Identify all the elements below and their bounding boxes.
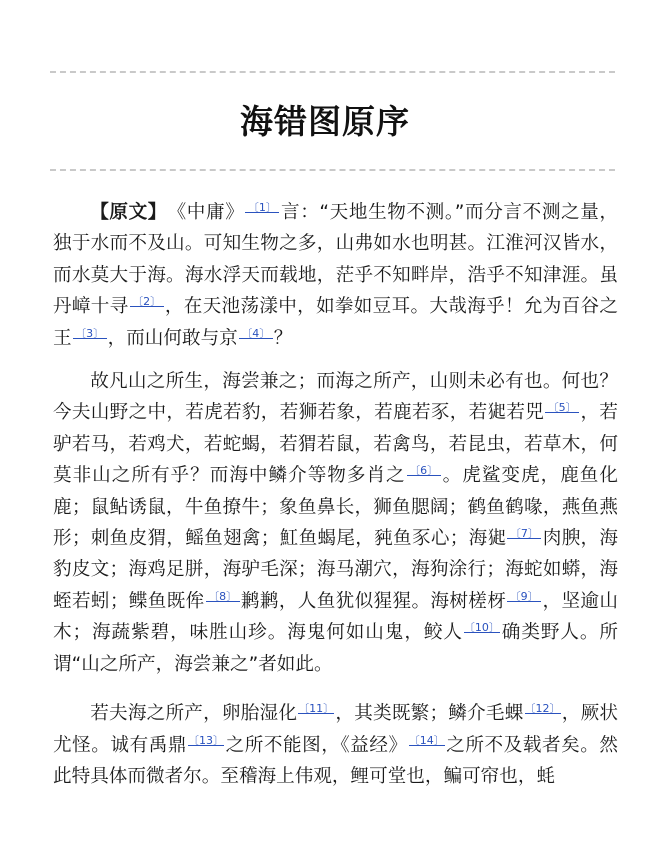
text-run: 之所不能图，《益经》 [225,734,408,756]
footnote-link[interactable]: 〔4〕 [239,334,273,339]
text-run: 若夫海之所产，卵胎湿化 [90,703,298,725]
text-run: 确类野人。所谓“山之所产，海尝兼之”者如此。 [53,622,618,675]
footnote-link[interactable]: 〔1〕 [245,208,279,213]
paragraph-1 [53,197,618,354]
footnote-link[interactable]: 〔13〕 [188,733,225,747]
footnote-link[interactable]: 〔9〕 [507,597,541,602]
text-run: ，而山何敢与京 [107,327,238,349]
text-run: 故凡山之所生，海尝兼之；而海之所产，山则未必有也。何也？今夫山野之中，若虎若豹，若狮若象，若鹿若豕，若𤠳若兕 [53,371,618,424]
footnote-link[interactable]: 〔10〕 [463,621,500,635]
footnote-link[interactable]: 〔8〕 [206,597,240,602]
footnote-link[interactable]: 〔6〕 [407,471,441,476]
text-run: ，坚逾山木；海蔬紫碧，味胜山珍。海鬼何如山鬼，鲛人 [53,590,618,644]
paragraph-2 [53,366,618,680]
text-run: ，在天池荡漾中，如拳如豆耳。大哉海乎！允为百谷之王 [53,296,618,349]
top-divider [50,71,615,73]
bottom-divider [50,169,615,171]
footnote-link[interactable]: 〔12〕 [524,702,561,716]
footnote-link[interactable]: 〔7〕 [507,534,541,539]
document-body [53,197,618,792]
footnote-link[interactable]: 〔3〕 [73,334,107,339]
text-run: ，其类既繁；鳞介毛蜾 [335,703,524,725]
text-run: 鹣鹣，人鱼犹似猩猩。海树槎枒 [240,590,507,612]
footnote-link[interactable]: 〔2〕 [130,302,164,307]
text-run: ，厥状尤怪。诚有禹鼎 [53,703,618,756]
paragraph-3 [53,698,618,792]
text-run: 肉腴，海豹皮文；海鸡足胼，海驴毛深；海马潮穴，海狗涂行；海蛇如蟒，海蛭若蚓；鲽鱼既侔 [53,528,618,612]
footnote-link[interactable]: 〔11〕 [298,702,335,716]
footnote-link[interactable]: 〔5〕 [545,408,579,413]
footnote-link[interactable]: 〔14〕 [408,733,445,747]
page-title: 海错图原序 [240,102,410,141]
text-run: 《中庸》 [157,202,245,223]
text-run: 之所不及载者矣。然此特具体而微者尔。至稽海上伟观，鲤可堂也，鳊可帘也，蚝 [53,734,618,787]
section-label: 【原文】 [90,202,158,223]
text-run: ？ [273,327,293,349]
text-run: 言：“天地生物不测。”而分言不测之量，独于水而不及山。可知生物之多，山弗如水也明甚。江淮河汉皆水，而水莫大于海。海水浮天而载地，茫乎不知畔岸，浩乎不知津涯。虽丹嶂十寻 [53,202,619,318]
text-run: 。虎鲨变虎，鹿鱼化鹿；鼠鲇诱鼠，牛鱼撩牛；象鱼鼻长，狮鱼腮阔；鹤鱼鹤喙，燕鱼燕形；刺鱼皮猬，鳐鱼翅禽；魟鱼蝎尾，豘鱼豕心；海𤠳 [53,465,618,550]
text-run: ，若驴若马，若鸡犬，若蛇蝎，若猬若鼠，若禽鸟，若昆虫，若草木，何莫非山之所有乎？而海中鳞介等物多肖之 [53,402,618,487]
